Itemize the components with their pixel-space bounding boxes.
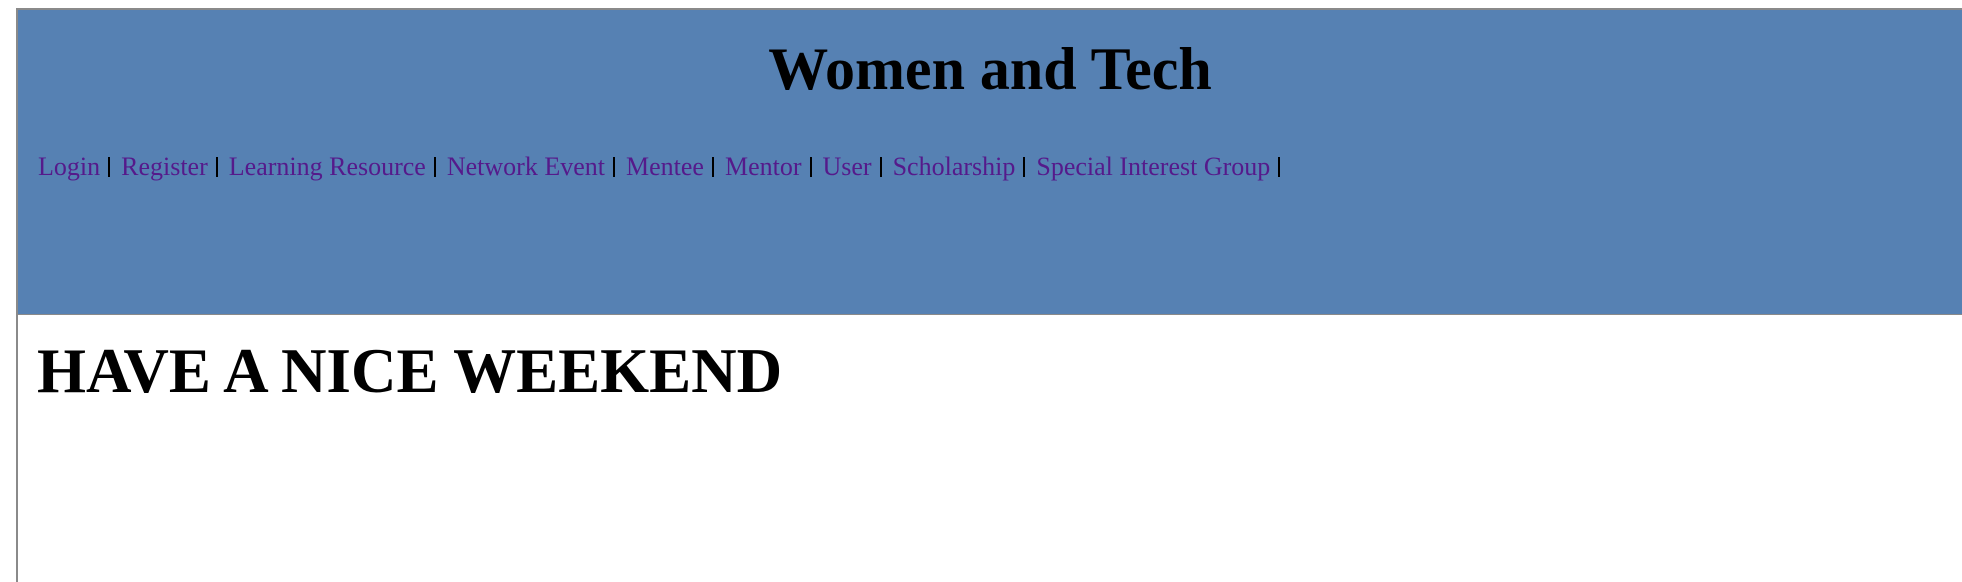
nav-login-link[interactable]: Login: [38, 152, 101, 181]
nav-separator: [434, 157, 436, 177]
nav-network-event-link[interactable]: Network Event: [446, 152, 605, 181]
nav-user-link[interactable]: User: [822, 152, 872, 181]
nav-mentee-link[interactable]: Mentee: [625, 152, 704, 181]
site-title: Women and Tech: [768, 36, 1212, 102]
nav-separator: [613, 157, 615, 177]
nav-separator: [1023, 157, 1025, 177]
nav-separator: [216, 157, 218, 177]
nav-scholarship-link[interactable]: Scholarship: [892, 152, 1016, 181]
nav-mentor-link[interactable]: Mentor: [724, 152, 802, 181]
nav-separator: [712, 157, 714, 177]
nav-special-interest-group-link[interactable]: Special Interest Group: [1036, 152, 1271, 181]
nav-register-link[interactable]: Register: [121, 152, 208, 181]
main-heading: HAVE A NICE WEEKEND: [37, 336, 783, 406]
nav-separator: [1278, 157, 1280, 177]
nav-learning-resource-link[interactable]: Learning Resource: [228, 152, 426, 181]
main-nav: [38, 150, 1291, 184]
page-frame: [16, 8, 1962, 582]
site-header: [18, 10, 1962, 315]
nav-separator: [810, 157, 812, 177]
nav-separator: [880, 157, 882, 177]
nav-separator: [108, 157, 110, 177]
